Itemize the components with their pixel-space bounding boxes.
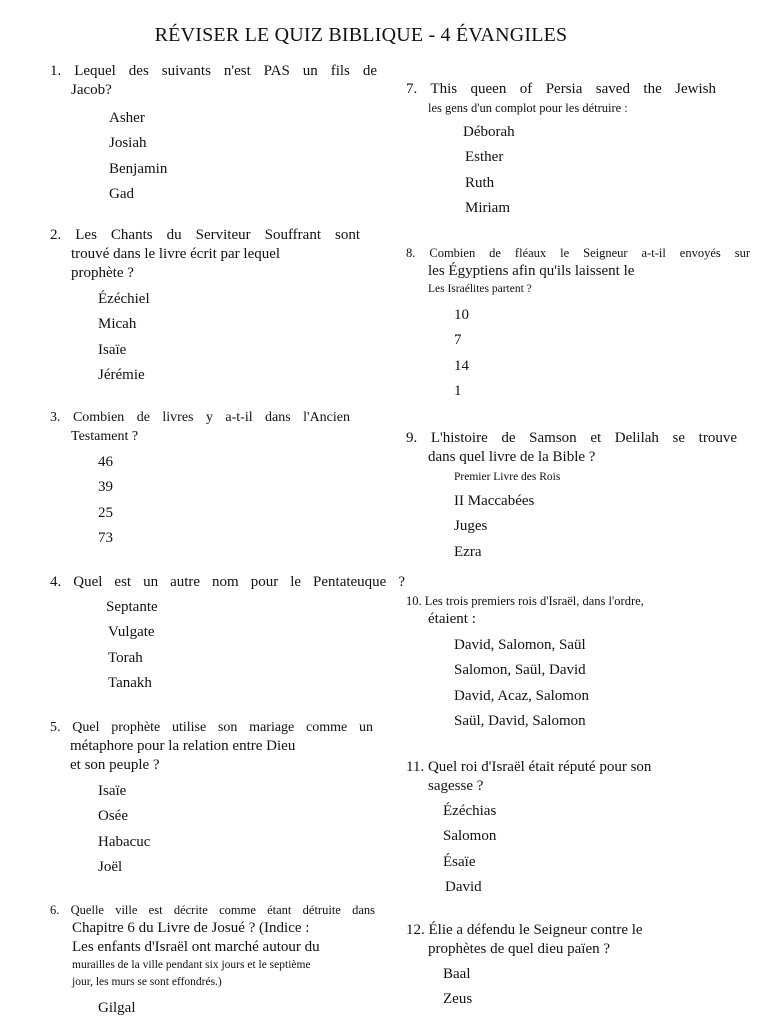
question-9-option-a[interactable]: II Maccabées <box>454 493 535 509</box>
question-8-options <box>406 303 750 404</box>
question-2-option-b[interactable]: Micah <box>98 316 137 333</box>
question-12-line-1: 12. Élie a défendu le Seigneur contre le <box>406 922 643 938</box>
question-2 <box>50 226 360 388</box>
question-3-option-b[interactable]: 39 <box>98 479 113 496</box>
question-2-options <box>50 287 360 388</box>
question-7-option-a[interactable]: Déborah <box>463 124 515 140</box>
question-8-option-a[interactable]: 10 <box>454 307 469 323</box>
question-2-line-1: 2. Les Chants du Serviteur Souffrant sont <box>50 227 360 243</box>
question-8-number: 8. <box>406 246 416 260</box>
question-4-option-a[interactable]: Septante <box>106 599 158 615</box>
question-9-line-3: Premier Livre des Rois <box>454 471 561 483</box>
question-4-number: 4. <box>50 574 62 590</box>
question-1-number: 1. <box>50 63 62 79</box>
question-5-option-a[interactable]: Isaïe <box>98 783 127 799</box>
question-11-option-b[interactable]: Salomon <box>443 828 497 845</box>
question-10-options <box>406 633 706 734</box>
question-10-option-c[interactable]: David, Acaz, Salomon <box>454 687 589 704</box>
question-8-line-2: les Égyptiens afin qu'ils laissent le <box>428 263 635 279</box>
question-4-option-d[interactable]: Tanakh <box>108 674 152 691</box>
question-12 <box>406 921 706 1013</box>
question-9-options <box>406 489 737 565</box>
question-11-line-1: 11. Quel roi d'Israël était réputé pour son <box>406 759 652 775</box>
question-9-number: 9. <box>406 430 418 446</box>
question-12-option-a[interactable]: Baal <box>443 966 471 982</box>
question-7-option-d[interactable]: Miriam <box>465 199 510 216</box>
question-3-line-1: 3. Combien de livres y a-t-il dans l'Ancien <box>50 410 351 425</box>
question-9-option-c[interactable]: Ezra <box>454 543 482 560</box>
question-11-number: 11. <box>406 759 425 775</box>
question-3-option-c[interactable]: 25 <box>98 504 113 521</box>
question-5 <box>50 718 373 880</box>
question-5-line-1: 5. Quel prophète utilise son mariage comme un <box>50 720 373 735</box>
question-9-line-1: 9. L'histoire de Samson et Delilah se trouve <box>406 430 738 446</box>
question-11-option-c[interactable]: Ésaïe <box>443 853 476 870</box>
question-1-line-1: 1. Lequel des suivants n'est PAS un fils de <box>50 63 377 79</box>
question-11-line-2: sagesse ? <box>428 778 484 794</box>
question-6-line-5: jour, les murs se sont effondrés.) <box>72 976 222 988</box>
question-1-option-d[interactable]: Gad <box>109 185 134 202</box>
question-11-options <box>406 799 706 900</box>
question-10-line-1: 10. Les trois premiers rois d'Israël, dans l'ordre, <box>406 594 644 608</box>
question-2-number: 2. <box>50 227 62 243</box>
question-6-line-3: Les enfants d'Israël ont marché autour du <box>72 939 320 955</box>
question-9-line-2: dans quel livre de la Bible ? <box>428 449 596 465</box>
question-7 <box>406 80 716 221</box>
question-1-option-b[interactable]: Josiah <box>109 135 147 152</box>
question-7-number: 7. <box>406 81 418 97</box>
question-5-option-b[interactable]: Osée <box>98 808 128 825</box>
question-10-option-b[interactable]: Salomon, Saül, David <box>454 662 586 679</box>
question-8 <box>406 244 750 404</box>
question-4-option-c[interactable]: Torah <box>108 649 143 666</box>
question-8-option-c[interactable]: 14 <box>454 357 469 374</box>
question-4-option-b[interactable]: Vulgate <box>108 624 155 641</box>
question-6-line-1: 6. Quelle ville est décrite comme étant détruite dans <box>50 903 376 917</box>
question-2-line-3: prophète ? <box>71 265 134 281</box>
question-4-line-1: 4. Quel est un autre nom pour le Pentateuque ? <box>50 574 405 590</box>
question-7-option-b[interactable]: Esther <box>465 149 504 166</box>
question-2-option-c[interactable]: Isaïe <box>98 341 127 358</box>
question-1-option-a[interactable]: Asher <box>109 110 145 126</box>
question-4-options <box>50 595 405 696</box>
question-5-number: 5. <box>50 720 61 735</box>
question-11-option-a[interactable]: Ézéchias <box>443 803 497 819</box>
page-title: RÉVISER LE QUIZ BIBLIQUE - 4 ÉVANGILES <box>154 24 568 46</box>
question-9-option-b[interactable]: Juges <box>454 518 488 535</box>
question-1-options <box>50 106 377 207</box>
question-11 <box>406 758 706 900</box>
question-3-line-2: Testament ? <box>71 429 139 444</box>
question-6-line-4: murailles de la ville pendant six jours et le septième <box>72 959 311 971</box>
question-12-option-b[interactable]: Zeus <box>443 991 473 1008</box>
question-2-option-d[interactable]: Jérémie <box>98 366 145 383</box>
question-6-line-2: Chapitre 6 du Livre de Josué ? (Indice : <box>72 920 310 936</box>
question-11-option-d[interactable]: David <box>445 878 482 895</box>
question-6-options <box>50 996 375 1021</box>
question-12-number: 12. <box>406 922 425 938</box>
question-5-option-c[interactable]: Habacuc <box>98 833 151 850</box>
question-6-number: 6. <box>50 903 60 917</box>
question-7-line-1: 7. This queen of Persia saved the Jewish <box>406 81 716 97</box>
question-7-line-2: les gens d'un complot pour les détruire : <box>428 101 628 115</box>
question-10-option-a[interactable]: David, Salomon, Saül <box>454 637 586 653</box>
question-8-option-d[interactable]: 1 <box>454 382 462 399</box>
question-10-number: 10. <box>406 594 422 608</box>
question-8-line-1: 8. Combien de fléaux le Seigneur a-t-il envoyés sur <box>406 246 750 260</box>
question-8-option-b[interactable]: 7 <box>454 332 462 349</box>
question-7-options <box>406 120 716 221</box>
question-3 <box>50 408 350 551</box>
question-5-line-3: et son peuple ? <box>70 757 160 773</box>
question-8-line-3: Les Israélites partent ? <box>428 283 532 295</box>
question-3-option-d[interactable]: 73 <box>98 529 113 546</box>
question-5-line-2: métaphore pour la relation entre Dieu <box>70 738 296 754</box>
question-10 <box>406 592 706 734</box>
question-3-option-a[interactable]: 46 <box>98 454 113 470</box>
question-3-options <box>50 450 350 551</box>
question-1-line-2: Jacob? <box>71 82 112 98</box>
question-10-line-2: étaient : <box>428 611 476 627</box>
question-1 <box>50 62 377 207</box>
question-12-line-2: prophètes de quel dieu païen ? <box>428 941 611 957</box>
question-2-option-a[interactable]: Ézéchiel <box>98 291 150 307</box>
question-12-options <box>406 962 706 1013</box>
question-1-option-c[interactable]: Benjamin <box>109 160 168 177</box>
question-10-option-d[interactable]: Saül, David, Salomon <box>454 712 586 729</box>
question-9 <box>406 429 737 565</box>
question-2-line-2: trouvé dans le livre écrit par lequel <box>71 246 281 262</box>
question-6-option-a[interactable]: Gilgal <box>98 1000 136 1016</box>
question-6 <box>50 901 375 1021</box>
question-5-options <box>50 779 373 880</box>
question-4 <box>50 573 405 696</box>
question-5-option-d[interactable]: Joël <box>98 858 123 875</box>
question-3-number: 3. <box>50 410 61 425</box>
question-7-option-c[interactable]: Ruth <box>465 174 495 191</box>
